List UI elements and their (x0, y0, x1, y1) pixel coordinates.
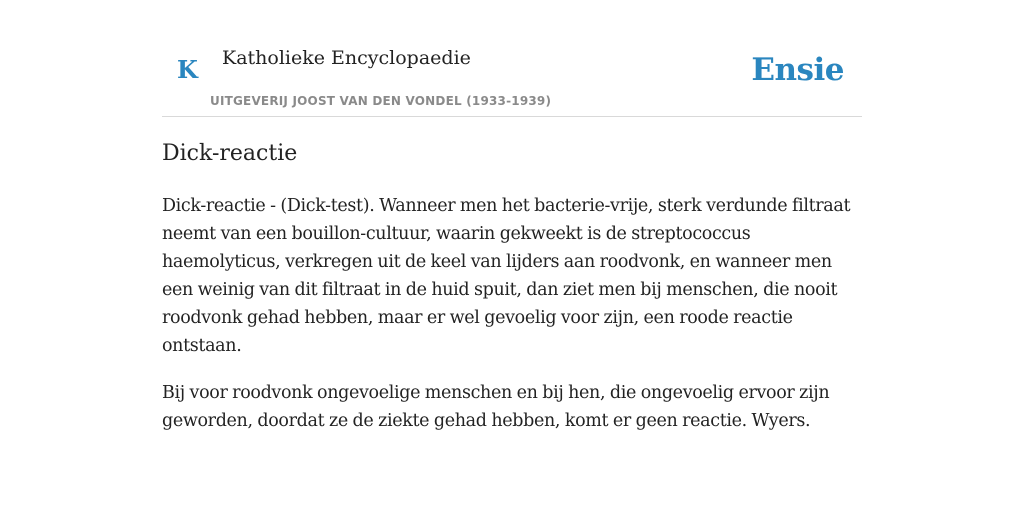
article-title: Dick-reactie (162, 141, 298, 166)
encyclopedia-title[interactable]: Katholieke Encyclopaedie (222, 47, 471, 69)
article-body (162, 192, 862, 454)
article-paragraph: Dick-reactie - (Dick-test). Wanneer men het bacterie-vrije, sterk verdunde filtraat neemt van een bouillon-cultuur, waarin gekweekt is de streptococcus haemolyticus, verkregen uit de keel van lijders aan roodvonk, en wanneer men een weinig van dit filtraat in de huid spuit, dan ziet men bij menschen, die nooit roodvonk gehad hebben, maar er wel gevoelig voor zijn, een roode reactie ontstaan. (162, 196, 851, 356)
site-logo-icon[interactable]: K (177, 55, 198, 84)
page-container (162, 0, 862, 512)
ensie-brand-logo[interactable]: Ensie (751, 52, 844, 88)
site-header (162, 0, 862, 117)
publisher-subtitle: UITGEVERIJ JOOST VAN DEN VONDEL (1933-1939) (210, 94, 552, 108)
article-paragraph: Bij voor roodvonk ongevoelige menschen en bij hen, die ongevoelig ervoor zijn geworden, doordat ze de ziekte gehad hebben, komt er geen reactie. Wyers. (162, 383, 830, 431)
